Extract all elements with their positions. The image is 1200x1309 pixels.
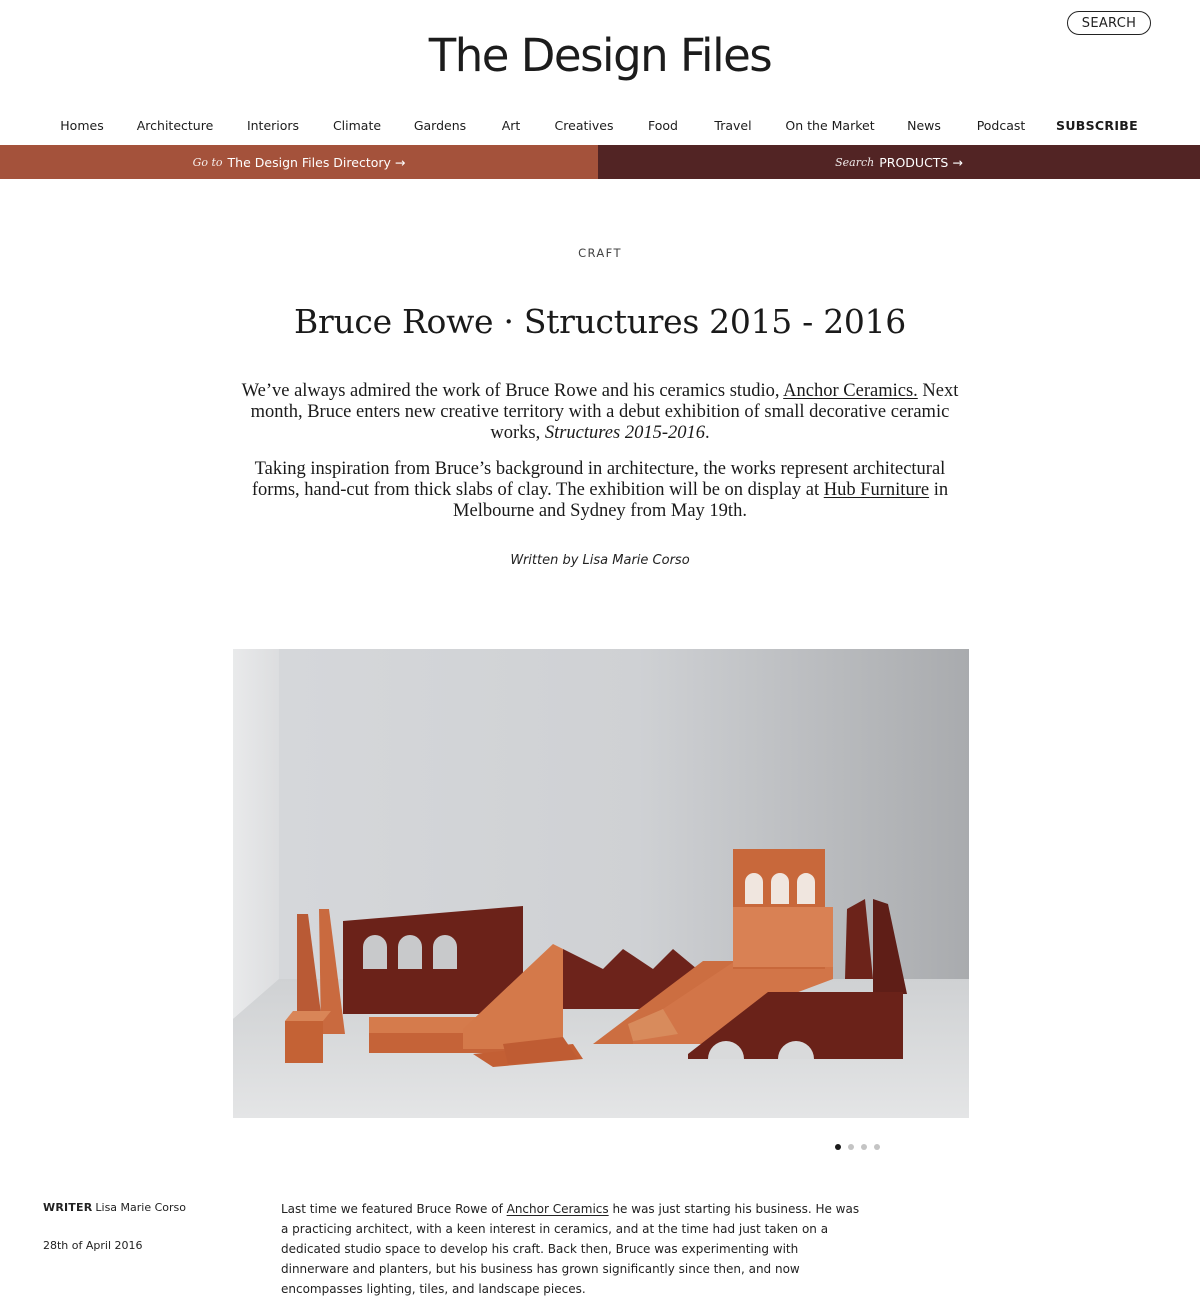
slide-dot-4[interactable]	[874, 1144, 880, 1150]
hero-image[interactable]	[233, 649, 969, 1118]
slide-dot-1[interactable]	[835, 1144, 841, 1150]
main-nav	[0, 115, 1200, 137]
intro-2-text-start: Taking inspiration from Bruce’s background in architecture, the works represent architectural forms, hand-cut from thick slabs of clay. The exhibition will be on display at	[251, 459, 946, 500]
nav-item-climate[interactable]: Climate	[332, 118, 382, 133]
writer-name[interactable]: Lisa Marie Corso	[95, 1201, 187, 1214]
nav-item-podcast[interactable]: Podcast	[976, 118, 1026, 133]
article-byline: Written by Lisa Marie Corso	[510, 553, 690, 568]
nav-item-on-the-market[interactable]: On the Market	[785, 118, 875, 133]
products-banner-prefix: Search	[835, 155, 875, 169]
writer-label: WRITER	[43, 1201, 93, 1214]
nav-item-news[interactable]: News	[907, 118, 941, 133]
products-banner-link[interactable]	[598, 145, 1200, 179]
writer-credit	[43, 1201, 186, 1214]
nav-item-gardens[interactable]: Gardens	[413, 118, 467, 133]
nav-item-homes[interactable]: Homes	[60, 118, 104, 133]
article-body-paragraph	[281, 1199, 861, 1299]
article-category[interactable]: CRAFT	[578, 246, 622, 260]
nav-item-creatives[interactable]: Creatives	[554, 118, 614, 133]
intro-1-text-end: .	[705, 423, 710, 443]
directory-banner-label: The Design Files Directory	[227, 154, 391, 170]
intro-1-text-middle: Next month, Bruce enters new creative territory with a debut exhibition of small decorative ceramic works,	[250, 381, 959, 443]
intro-2-text-end: in Melbourne and Sydney from May 19th.	[453, 480, 949, 521]
body-text-start: Last time we featured Bruce Rowe of	[281, 1202, 507, 1216]
directory-banner-prefix: Go to	[192, 155, 223, 169]
products-banner-label: PRODUCTS	[879, 154, 949, 170]
nav-item-art[interactable]: Art	[501, 118, 521, 133]
anchor-ceramics-link[interactable]: Anchor Ceramics.	[783, 381, 918, 401]
exhibition-title: Structures 2015-2016	[544, 423, 705, 443]
nav-item-interiors[interactable]: Interiors	[246, 118, 300, 133]
nav-item-food[interactable]: Food	[648, 118, 678, 133]
publish-date: 28th of April 2016	[43, 1239, 143, 1252]
arrow-right-icon: →	[952, 154, 963, 170]
site-logo[interactable]: The Design Files	[428, 29, 772, 82]
body-text-end: he was just starting his business. He was a practicing architect, with a keen interest in ceramics, and at the time had just taken on a dedicated studio space to develop his craft. Back then, Bruce was experimenting with dinnerware and planters, but his business has grown significantly since then, and now encompasses lighting, tiles, and landscape pieces.	[281, 1202, 860, 1296]
intro-paragraph-2	[236, 459, 964, 522]
article-title: Bruce Rowe · Structures 2015 - 2016	[294, 302, 906, 341]
hub-furniture-link[interactable]: Hub Furniture	[823, 480, 930, 500]
slideshow-pagination	[835, 1144, 880, 1150]
nav-subscribe-link[interactable]: SUBSCRIBE	[1056, 118, 1138, 133]
arrow-right-icon: →	[394, 154, 406, 170]
intro-paragraph-1	[236, 381, 964, 444]
directory-banner-link[interactable]	[0, 145, 598, 179]
nav-item-architecture[interactable]: Architecture	[136, 118, 214, 133]
slide-dot-3[interactable]	[861, 1144, 867, 1150]
search-button[interactable]: SEARCH	[1067, 11, 1151, 35]
anchor-ceramics-body-link[interactable]: Anchor Ceramics	[506, 1202, 609, 1216]
nav-item-travel[interactable]: Travel	[714, 118, 752, 133]
intro-1-text-start: We’ve always admired the work of Bruce Rowe and his ceramics studio,	[241, 381, 784, 401]
slide-dot-2[interactable]	[848, 1144, 854, 1150]
